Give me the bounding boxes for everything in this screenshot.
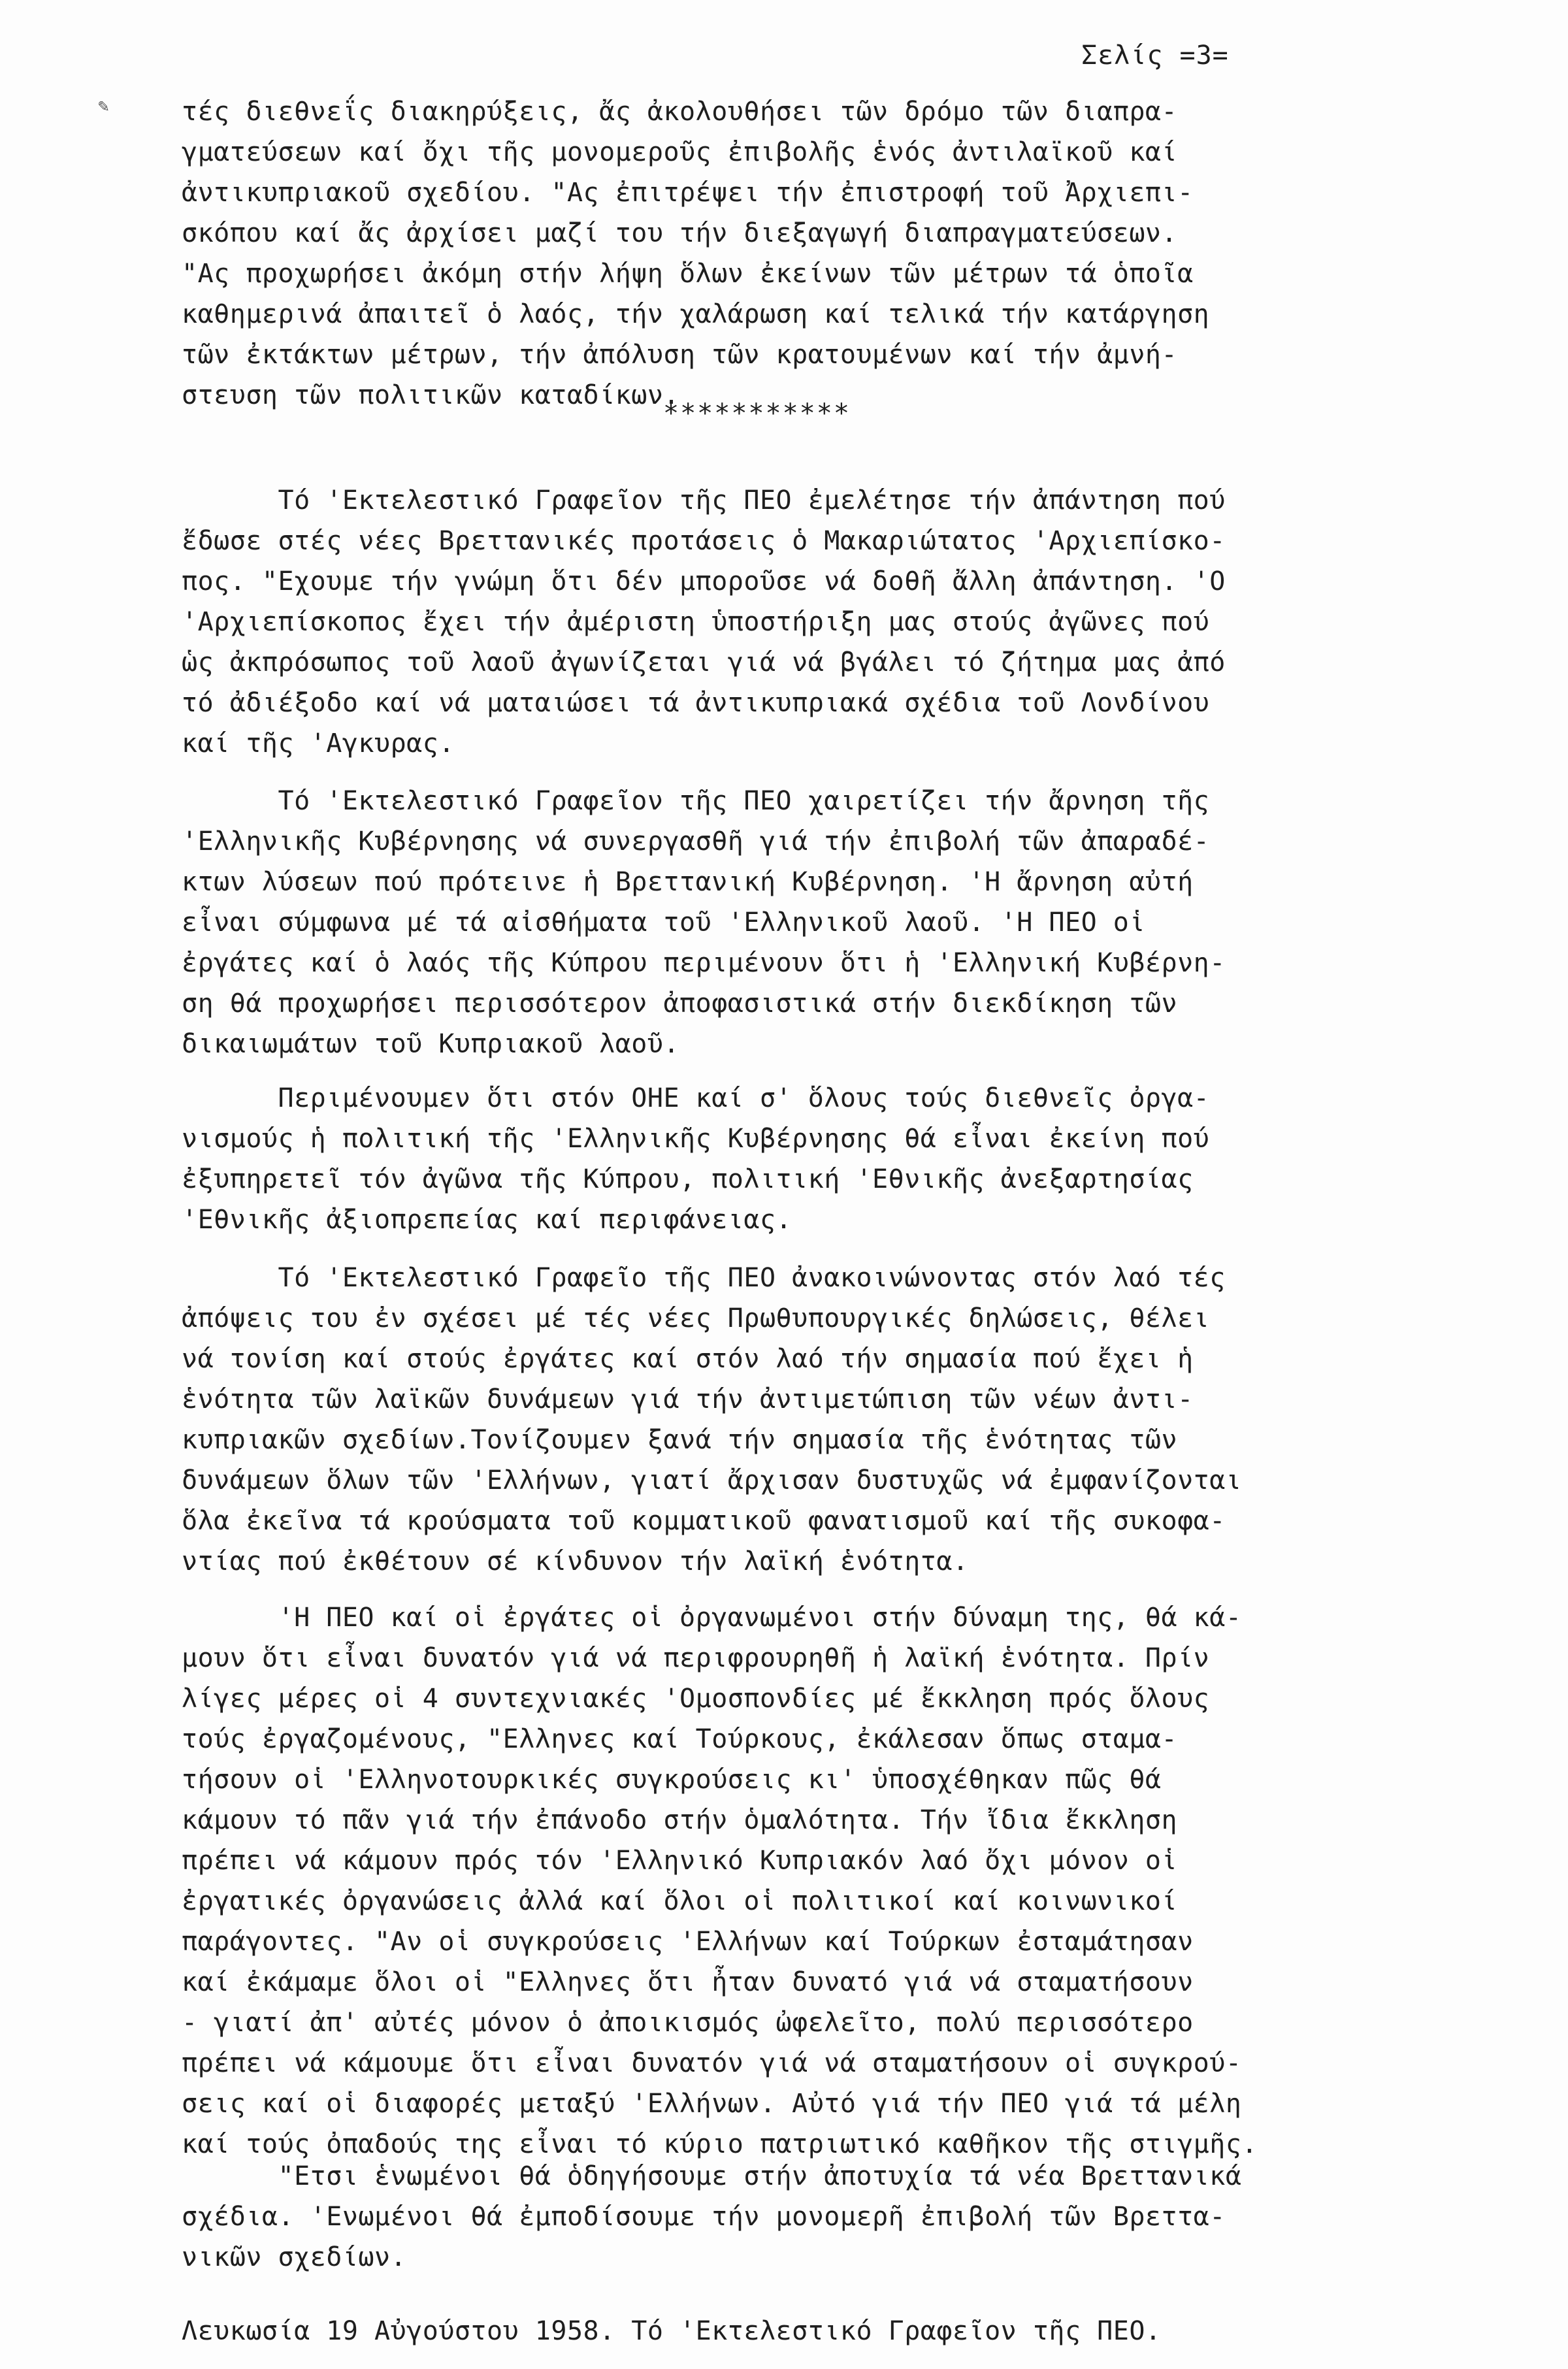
text-line: εἶναι σύμφωνα μέ τά αἰσθήματα τοῦ 'Ελληνικοῦ λαοῦ. 'Η ΠΕΟ οἱ xyxy=(182,907,1145,938)
text-line: ἀπόψεις του ἐν σχέσει μέ τές νέες Πρωθυπουργικές δηλώσεις, θέλει xyxy=(182,1303,1210,1333)
text-line: "Ας προχωρήσει ἀκόμη στήν λήψη ὅλων ἐκείνων τῶν μέτρων τά ὁποῖα xyxy=(182,259,1194,289)
text-line: παράγοντες. "Αν οἱ συγκρούσεις 'Ελλήνων καί Τούρκων ἐσταμάτησαν xyxy=(182,1927,1194,1957)
text-line: καθημερινά ἀπαιτεῖ ὁ λαός, τήν χαλάρωση καί τελικά τήν κατάργηση xyxy=(182,299,1210,329)
text-line: τούς ἐργαζομένους, "Ελληνες καί Τούρκους, ἐκάλεσαν ὅπως σταμα- xyxy=(182,1724,1178,1754)
text-line: λίγες μέρες οἱ 4 συντεχνιακές 'Ομοσπονδίες μέ ἔκκληση πρός ὅλους xyxy=(182,1684,1210,1714)
paragraph-1 xyxy=(182,91,1482,416)
text-line: κάμουν τό πᾶν γιά τήν ἐπάνοδο στήν ὁμαλότητα. Τήν ἴδια ἔκκληση xyxy=(182,1805,1178,1835)
text-line: σεις καί οἱ διαφορές μεταξύ 'Ελλήνων. Αὐτό γιά τήν ΠΕΟ γιά τά μέλη xyxy=(182,2089,1242,2119)
text-line: Τό 'Εκτελεστικό Γραφεῖο τῆς ΠΕΟ ἀνακοινώνοντας στόν λαό τές xyxy=(182,1263,1226,1293)
text-line: ὡς ἀκπρόσωπος τοῦ λαοῦ ἀγωνίζεται γιά νά βγάλει τό ζήτημα μας ἀπό xyxy=(182,647,1226,678)
text-line: τό ἀδιέξοδο καί νά ματαιώσει τά ἀντικυπριακά σχέδια τοῦ Λονδίνου xyxy=(182,688,1210,718)
paragraph-7 xyxy=(182,2156,1482,2278)
text-line: ἐξυπηρετεῖ τόν ἀγῶνα τῆς Κύπρου, πολιτική 'Εθνικῆς ἀνεξαρτησίας xyxy=(182,1164,1194,1194)
text-line: ἐργατικές ὀργανώσεις ἀλλά καί ὅλοι οἱ πολιτικοί καί κοινωνικοί xyxy=(182,1886,1178,1916)
text-line: 'Εθνικῆς ἀξιοπρεπείας καί περιφάνειας. xyxy=(182,1205,792,1235)
paragraph-4 xyxy=(182,1078,1482,1240)
text-line: δικαιωμάτων τοῦ Κυπριακοῦ λαοῦ. xyxy=(182,1029,680,1059)
page-number: Σελίς =3= xyxy=(1081,41,1229,71)
text-line: Τό 'Εκτελεστικό Γραφεῖον τῆς ΠΕΟ ἐμελέτησε τήν ἀπάντηση πού xyxy=(182,485,1226,515)
text-line: ση θά προχωρήσει περισσότερον ἀποφασιστικά στήν διεκδίκηση τῶν xyxy=(182,988,1178,1019)
text-line: 'Ελληνικῆς Κυβέρνησης νά συνεργασθῆ γιά τήν ἐπιβολή τῶν ἀπαραδέ- xyxy=(182,826,1210,857)
text-line: καί ἐκάμαμε ὅλοι οἱ "Ελληνες ὅτι ἦταν δυνατό γιά νά σταματήσουν xyxy=(182,1967,1194,1997)
text-line: - γιατί ἀπ' αὐτές μόνον ὁ ἀποικισμός ὠφελεῖτο, πολύ περισσότερο xyxy=(182,2008,1194,2038)
paragraph-6 xyxy=(182,1597,1482,2165)
text-line: πρέπει νά κάμουμε ὅτι εἶναι δυνατόν γιά νά σταματήσουν οἱ συγκρού- xyxy=(182,2048,1242,2078)
paragraph-2 xyxy=(182,480,1482,764)
text-line: τῶν ἐκτάκτων μέτρων, τήν ἀπόλυση τῶν κρατουμένων καί τήν ἀμνή- xyxy=(182,340,1178,370)
text-line: ὅλα ἐκεῖνα τά κρούσματα τοῦ κομματικοῦ φανατισμοῦ καί τῆς συκοφα- xyxy=(182,1506,1226,1536)
text-line: ἑνότητα τῶν λαϊκῶν δυνάμεων γιά τήν ἀντιμετώπιση τῶν νέων ἀντι- xyxy=(182,1384,1194,1414)
text-line: ἐργάτες καί ὁ λαός τῆς Κύπρου περιμένουν ὅτι ἡ 'Ελληνική Κυβέρνη- xyxy=(182,948,1226,978)
text-line: κτων λύσεων πού πρότεινε ἡ Βρεττανική Κυβέρνηση. 'Η ἄρνηση αὐτή xyxy=(182,867,1194,897)
text-line: νά τονίση καί στούς ἐργάτες καί στόν λαό τήν σημασία πού ἔχει ἡ xyxy=(182,1344,1194,1374)
text-line: τές διεθνεΐς διακηρύξεις, ἄς ἀκολουθήσει τῶν δρόμο τῶν διαπρα- xyxy=(182,97,1178,127)
paragraph-5 xyxy=(182,1258,1482,1582)
text-line: τήσουν οἱ 'Ελληνοτουρκικές συγκρούσεις κι' ὑποσχέθηκαν πῶς θά xyxy=(182,1765,1162,1795)
signature-line: Λευκωσία 19 Αὐγούστου 1958. Τό 'Εκτελεστικό Γραφεῖον τῆς ΠΕΟ. xyxy=(182,2316,1162,2346)
text-line: νισμούς ἡ πολιτική τῆς 'Ελληνικῆς Κυβέρνησης θά εἶναι ἐκείνη πού xyxy=(182,1124,1210,1154)
text-line: πρέπει νά κάμουν πρός τόν 'Ελληνικό Κυπριακόν λαό ὄχι μόνον οἱ xyxy=(182,1846,1178,1876)
text-line: μουν ὅτι εἶναι δυνατόν γιά νά περιφρουρηθῆ ἡ λαϊκή ἑνότητα. Πρίν xyxy=(182,1643,1210,1673)
text-line: καί τούς ὀπαδούς της εἶναι τό κύριο πατριωτικό καθῆκον τῆς στιγμῆς. xyxy=(182,2129,1258,2159)
section-separator: *********** xyxy=(663,399,851,429)
text-line: σκόπου καί ἄς ἀρχίσει μαζί του τήν διεξαγωγή διαπραγματεύσεων. xyxy=(182,218,1178,248)
scan-artifact-mark: ✎ xyxy=(98,95,109,116)
text-line: ἔδωσε στές νέες Βρεττανικές προτάσεις ὁ Μακαριώτατος 'Αρχιεπίσκο- xyxy=(182,526,1226,556)
text-line: Τό 'Εκτελεστικό Γραφεῖον τῆς ΠΕΟ χαιρετίζει τήν ἄρνηση τῆς xyxy=(182,786,1210,816)
text-line: ντίας πού ἐκθέτουν σέ κίνδυνον τήν λαϊκή ἑνότητα. xyxy=(182,1546,969,1577)
paragraph-3 xyxy=(182,781,1482,1064)
text-line: νικῶν σχεδίων. xyxy=(182,2242,407,2272)
text-line: σχέδια. 'Ενωμένοι θά ἐμποδίσουμε τήν μονομερῆ ἐπιβολή τῶν Βρεττα- xyxy=(182,2202,1226,2232)
text-line: 'Η ΠΕΟ καί οἱ ἐργάτες οἱ ὀργανωμένοι στήν δύναμη της, θά κά- xyxy=(182,1603,1242,1633)
text-line: Περιμένουμεν ὅτι στόν ΟΗΕ καί σ' ὅλους τούς διεθνεῖς ὀργα- xyxy=(182,1083,1210,1113)
text-line: πος. "Εχουμε τήν γνώμη ὅτι δέν μποροῦσε νά δοθῆ ἄλλη ἀπάντηση. 'Ο xyxy=(182,566,1226,596)
text-line: καί τῆς 'Αγκυρας. xyxy=(182,728,455,759)
text-line: στευση τῶν πολιτικῶν καταδίκων. xyxy=(182,380,680,410)
text-line: "Ετσι ἑνωμένοι θά ὁδηγήσουμε στήν ἀποτυχία τά νέα Βρεττανικά xyxy=(182,2161,1242,2191)
text-line: γματεύσεων καί ὄχι τῆς μονομεροῦς ἐπιβολῆς ἑνός ἀντιλαϊκοῦ καί xyxy=(182,137,1178,167)
text-line: 'Αρχιεπίσκοπος ἔχει τήν ἀμέριστη ὑποστήριξη μας στούς ἀγῶνες πού xyxy=(182,607,1210,637)
text-line: ἀντικυπριακοῦ σχεδίου. "Ας ἐπιτρέψει τήν ἐπιστροφή τοῦ Ἀρχιεπι- xyxy=(182,178,1194,208)
text-line: κυπριακῶν σχεδίων.Τονίζουμεν ξανά τήν σημασία τῆς ἑνότητας τῶν xyxy=(182,1425,1178,1455)
text-line: δυνάμεων ὅλων τῶν 'Ελλήνων, γιατί ἄρχισαν δυστυχῶς νά ἐμφανίζονται xyxy=(182,1465,1242,1495)
